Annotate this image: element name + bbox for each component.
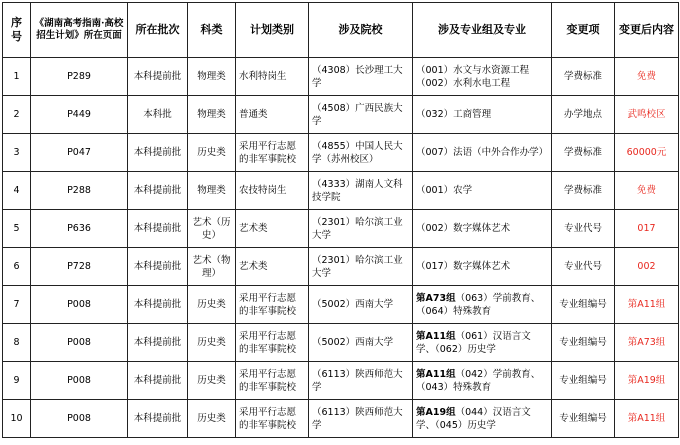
row-subject-cell: 历史类 xyxy=(188,362,236,400)
row-change-item-cell: 专业组编号 xyxy=(552,286,615,324)
header-index: 序号 xyxy=(3,3,31,58)
row-index-cell: 4 xyxy=(3,172,31,210)
row-change-item-cell: 专业组编号 xyxy=(552,324,615,362)
row-group-code: 第A19组 xyxy=(416,406,456,418)
row-majors-cell xyxy=(413,210,552,248)
row-subject-cell: 历史类 xyxy=(188,400,236,438)
header-source-page: 《湖南高考指南·高校招生计划》所在页面 xyxy=(31,3,128,58)
header-row xyxy=(3,3,679,58)
row-plan-type-cell: 水利特岗生 xyxy=(236,58,309,96)
row-change-item-cell: 学费标准 xyxy=(552,134,615,172)
row-subject-cell: 物理类 xyxy=(188,172,236,210)
table-row xyxy=(3,58,679,96)
row-plan-type-cell: 采用平行志愿的非军事院校 xyxy=(236,286,309,324)
row-index-cell: 6 xyxy=(3,248,31,286)
row-school-cell: （6113）陕西师范大学 xyxy=(309,400,413,438)
row-new-value-cell: 第A11组 xyxy=(615,400,679,438)
row-majors-text: （001）水文与水资源工程 （002）水利水电工程 xyxy=(416,64,530,89)
row-change-item-cell: 专业代号 xyxy=(552,248,615,286)
row-school-cell: （4508）广西民族大学 xyxy=(309,96,413,134)
row-majors-cell xyxy=(413,286,552,324)
row-change-item-cell: 学费标准 xyxy=(552,58,615,96)
row-batch-cell: 本科提前批 xyxy=(128,248,188,286)
row-page-cell: P288 xyxy=(31,172,128,210)
row-plan-type-cell: 采用平行志愿的非军事院校 xyxy=(236,324,309,362)
header-plan-type: 计划类别 xyxy=(236,3,309,58)
row-plan-type-cell: 普通类 xyxy=(236,96,309,134)
row-batch-cell: 本科提前批 xyxy=(128,324,188,362)
row-plan-type-cell: 采用平行志愿的非军事院校 xyxy=(236,400,309,438)
row-batch-cell: 本科提前批 xyxy=(128,134,188,172)
row-index-cell: 8 xyxy=(3,324,31,362)
table-body xyxy=(3,58,679,438)
row-page-cell: P008 xyxy=(31,400,128,438)
row-majors-cell xyxy=(413,96,552,134)
row-new-value-cell: 017 xyxy=(615,210,679,248)
row-index-cell: 5 xyxy=(3,210,31,248)
row-school-cell: （6113）陕西师范大学 xyxy=(309,362,413,400)
row-subject-cell: 历史类 xyxy=(188,324,236,362)
row-change-item-cell: 专业组编号 xyxy=(552,362,615,400)
row-school-cell: （5002）西南大学 xyxy=(309,324,413,362)
row-new-value-cell: 免费 xyxy=(615,58,679,96)
row-page-cell: P008 xyxy=(31,324,128,362)
row-change-item-cell: 学费标准 xyxy=(552,172,615,210)
row-majors-cell xyxy=(413,324,552,362)
row-index-cell: 9 xyxy=(3,362,31,400)
row-new-value-cell: 60000元 xyxy=(615,134,679,172)
header-subject: 科类 xyxy=(188,3,236,58)
row-batch-cell: 本科提前批 xyxy=(128,286,188,324)
row-plan-type-cell: 艺术类 xyxy=(236,210,309,248)
row-majors-cell xyxy=(413,134,552,172)
row-batch-cell: 本科批 xyxy=(128,96,188,134)
row-majors-text: （002）数字媒体艺术 xyxy=(416,223,511,234)
row-school-cell: （4333）湖南人文科技学院 xyxy=(309,172,413,210)
row-subject-cell: 物理类 xyxy=(188,58,236,96)
row-batch-cell: 本科提前批 xyxy=(128,58,188,96)
row-subject-cell: 历史类 xyxy=(188,134,236,172)
row-majors-cell xyxy=(413,172,552,210)
header-changed-content: 变更后内容 xyxy=(615,3,679,58)
row-page-cell: P449 xyxy=(31,96,128,134)
row-new-value-cell: 免费 xyxy=(615,172,679,210)
header-school: 涉及院校 xyxy=(309,3,413,58)
table-row xyxy=(3,400,679,438)
row-new-value-cell: 武鸣校区 xyxy=(615,96,679,134)
row-index-cell: 3 xyxy=(3,134,31,172)
row-new-value-cell: 002 xyxy=(615,248,679,286)
row-plan-type-cell: 农技特岗生 xyxy=(236,172,309,210)
row-plan-type-cell: 艺术类 xyxy=(236,248,309,286)
row-group-code: 第A73组 xyxy=(416,292,456,304)
row-batch-cell: 本科提前批 xyxy=(128,210,188,248)
row-batch-cell: 本科提前批 xyxy=(128,172,188,210)
row-group-code: 第A11组 xyxy=(416,368,456,380)
table-row xyxy=(3,324,679,362)
row-new-value-cell: 第A73组 xyxy=(615,324,679,362)
row-page-cell: P047 xyxy=(31,134,128,172)
row-school-cell: （2301）哈尔滨工业大学 xyxy=(309,210,413,248)
table-row xyxy=(3,134,679,172)
row-change-item-cell: 办学地点 xyxy=(552,96,615,134)
row-batch-cell: 本科提前批 xyxy=(128,400,188,438)
row-new-value-cell: 第A19组 xyxy=(615,362,679,400)
header-groups-majors: 涉及专业组及专业 xyxy=(413,3,552,58)
row-subject-cell: 历史类 xyxy=(188,286,236,324)
row-majors-text: （061）汉语言文学、（062）历史学 xyxy=(416,330,531,355)
row-plan-type-cell: 采用平行志愿的非军事院校 xyxy=(236,134,309,172)
errata-table xyxy=(2,2,679,438)
table-row xyxy=(3,286,679,324)
row-change-item-cell: 专业组编号 xyxy=(552,400,615,438)
row-change-item-cell: 专业代号 xyxy=(552,210,615,248)
row-majors-text: （007）法语（中外合作办学） xyxy=(416,147,549,158)
row-index-cell: 2 xyxy=(3,96,31,134)
row-subject-cell: 艺术（物理） xyxy=(188,248,236,286)
row-majors-text: （042）学前教育、（043）特殊教育 xyxy=(416,368,541,393)
table-row xyxy=(3,172,679,210)
row-page-cell: P636 xyxy=(31,210,128,248)
header-change-item: 变更项 xyxy=(552,3,615,58)
row-index-cell: 7 xyxy=(3,286,31,324)
row-majors-cell xyxy=(413,362,552,400)
row-new-value-cell: 第A11组 xyxy=(615,286,679,324)
row-page-cell: P728 xyxy=(31,248,128,286)
row-school-cell: （2301）哈尔滨工业大学 xyxy=(309,248,413,286)
row-subject-cell: 物理类 xyxy=(188,96,236,134)
table-row xyxy=(3,96,679,134)
row-majors-text: （001）农学 xyxy=(416,185,473,196)
row-group-code: 第A11组 xyxy=(416,330,456,342)
row-index-cell: 10 xyxy=(3,400,31,438)
row-page-cell: P008 xyxy=(31,286,128,324)
row-page-cell: P289 xyxy=(31,58,128,96)
header-batch: 所在批次 xyxy=(128,3,188,58)
row-batch-cell: 本科提前批 xyxy=(128,362,188,400)
row-subject-cell: 艺术（历史） xyxy=(188,210,236,248)
row-majors-text: （063）学前教育、（064）特殊教育 xyxy=(416,292,541,317)
row-majors-cell xyxy=(413,400,552,438)
table-row xyxy=(3,248,679,286)
row-majors-text: （017）数字媒体艺术 xyxy=(416,261,511,272)
row-school-cell: （4308）长沙理工大学 xyxy=(309,58,413,96)
row-majors-cell xyxy=(413,58,552,96)
row-majors-text: （032）工商管理 xyxy=(416,109,492,120)
row-majors-cell xyxy=(413,248,552,286)
row-school-cell: （5002）西南大学 xyxy=(309,286,413,324)
row-school-cell: （4855）中国人民大学（苏州校区） xyxy=(309,134,413,172)
row-index-cell: 1 xyxy=(3,58,31,96)
row-majors-text: （044）汉语言文学、（045）历史学 xyxy=(416,406,531,431)
row-page-cell: P008 xyxy=(31,362,128,400)
row-plan-type-cell: 采用平行志愿的非军事院校 xyxy=(236,362,309,400)
table-row xyxy=(3,362,679,400)
table-row xyxy=(3,210,679,248)
